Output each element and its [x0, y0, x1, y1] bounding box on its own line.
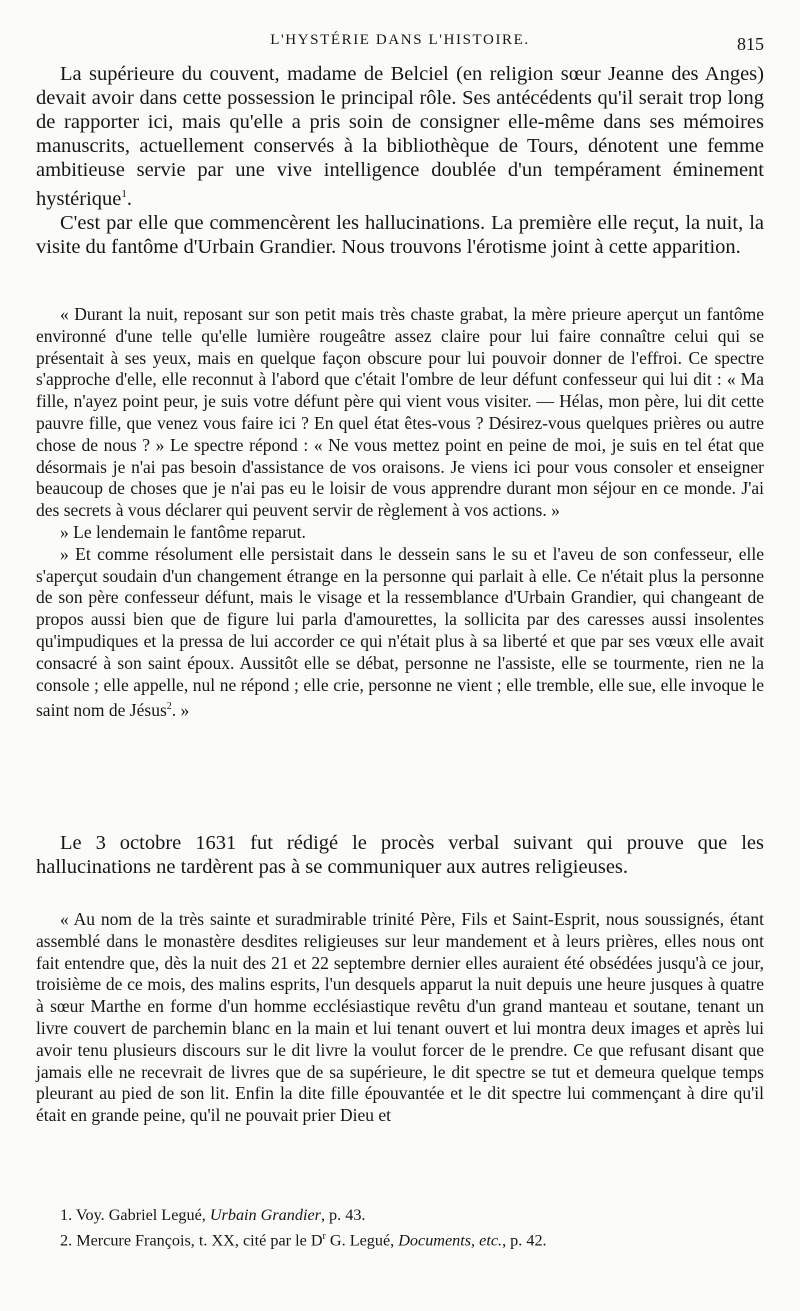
quotation-block-1	[36, 304, 764, 722]
quote-fantome: « Durant la nuit, reposant sur son petit mais très chaste grabat, la mère prieure aperçut un fantôme environné d'une telle qu'elle lumière rougeâtre assez claire pour lui faire connaître celui qui se présentait à ses yeux, mais en quelque façon obscure pour lui pouvoir donner de l'effroi. Ce spectre s'approche d'elle, elle reconnut à l'abord que c'était l'ombre de leur défunt confesseur qui lui dit : « Ma fille, n'ayez point peur, je suis votre défunt père qui vient vous visiter. — Hélas, mon père, lui dit cette pauvre fille, que venez vous faire ici ? En quel état êtes-vous ? Désirez-vous quelques prières ou autre chose de nous ? » Le spectre répond : « Ne vous mettez point en peine de moi, je suis en tel état que désormais je n'ai pas besoin d'assistance de vos oraisons. Je viens ici pour vous consoler et enseigner beaucoup de choses que je n'ai pas eu le loisir de vous apprendre durant mon séjour en ce monde. J'ai des secrets à vous déclarer qui peuvent servir de règlement à vos actions. »	[36, 304, 764, 521]
paragraph-superieure: La supérieure du couvent, madame de Belciel (en religion sœur Jeanne des Anges) devait avoir dans cette possession le principal rôle. Ses antécédents qu'il serait trop long de rapporter ici, mais qu'elle a pris soin de consigner elle-même dans ses mémoires manuscrits, actuellement conservés à la bibliothèque de Tours, dénotent une femme ambitieuse servie par une vive intelligence doublée d'un tempérament éminement hystérique$^1$.	[36, 63, 764, 210]
footnote-2	[60, 1226, 760, 1251]
footnote-title: Urbain Grandier	[209, 1206, 321, 1224]
footnote-text: , p. 43.	[320, 1206, 366, 1224]
footnote-ref-1: 1	[121, 188, 127, 200]
footnotes	[60, 1204, 760, 1251]
footnote-title: Documents, etc.	[398, 1231, 503, 1250]
footnote-text: 2. Mercure François, t. XX, cité par le D	[60, 1231, 323, 1250]
quotation-block-2	[36, 909, 764, 1127]
footnote-superscript: r	[322, 1231, 326, 1242]
footnote-1	[60, 1204, 760, 1226]
quote-changement	[36, 544, 764, 722]
proces-verbal-intro	[36, 831, 764, 879]
quote-end: . »	[171, 700, 190, 721]
running-head	[0, 32, 800, 56]
paragraph-proces-verbal: Le 3 octobre 1631 fut rédigé le procès verbal suivant qui prouve que les hallucinations ne tardèrent pas à se communiquer aux autres religieuses.	[36, 832, 764, 878]
footnote-text: , p. 42.	[502, 1231, 547, 1250]
quote-trinite: « Au nom de la très sainte et suradmirable trinité Père, Fils et Saint-Esprit, nous soussignés, étant assemblé dans le monastère desdites religieuses sur leur mandement et à leurs prières, elles nous ont fait entendre que, dès la nuit des 21 et 22 septembre dernier elles auraient été obsédées jusqu'à ce jour, troisième de ce mois, des malins esprits, l'un desquels apparut la nuit depuis une heure jusques à quatre à sœur Marthe en forme d'un homme ecclésiastique revêtu d'un grand manteau et soutane, tenant un livre couvert de parchemin blanc en la main et lui tenant ouvert et lui montra deux images et après lui avoir tenu plusieurs discours sur le dit livre la voulut forcer de le prendre. Ce que refusant disant que jamais elle ne recevrait de livres que de sa supérieure, le dit spectre se tut et demeura quelque temps pleurant au pied de son lit. Enfin la dite fille épouvantée et le dit spectre lui commençant à dire qu'il était en grande peine, qu'il ne pouvait prier Dieu et	[36, 909, 764, 1126]
footnote-ref-2: 2	[166, 701, 172, 713]
footnote-text: G. Legué,	[325, 1231, 399, 1250]
page-number: 815	[737, 34, 764, 54]
quote-text: » Et comme résolument elle persistait dans le dessein sans le su et l'aveu de son confesseur, elle s'aperçut soudain d'un changement étrange en la personne qui parlait à elle. Ce n'était plus la personne de son père confesseur défunt, mais le visage et la ressemblance d'Urbain Grandier, qui changeant de propos aussi bien que de figure lui parla d'amourettes, la sollicita par des caresses aussi insolentes qu'impudiques et la pressa de lui accorder ce qui n'était plus à sa liberté et que par ses vœux elle avait consacré à son saint époux. Aussitôt elle se débat, personne ne l'assiste, elle se tourmente, rien ne la console ; elle appelle, nul ne répond ; elle crie, personne ne vient ; elle tremble, elle sue, elle invoque le saint nom de Jésus	[36, 543, 764, 721]
quote-lendemain: » Le lendemain le fantôme reparut.	[60, 521, 306, 542]
footnote-text: 1. Voy. Gabriel Legué,	[60, 1206, 210, 1224]
paragraph-text: La supérieure du couvent, madame de Belciel (en religion sœur Jeanne des Anges) devait avoir dans cette possession le principal rôle. Ses antécédents qu'il serait trop long de rapporter ici, mais qu'elle a pris soin de consigner elle-même dans ses mémoires manuscrits, actuellement conservés à la bibliothèque de Tours, dénotent une femme ambitieuse servie par une vive intelligence doublée d'un tempérament éminement hystérique	[36, 63, 764, 210]
paragraph-hallucinations: C'est par elle que commencèrent les hallucinations. La première elle reçut, la nuit, la visite du fantôme d'Urbain Grandier. Nous trouvons l'érotisme joint à cette apparition.	[36, 211, 764, 258]
intro-section	[36, 62, 764, 259]
running-title: L'HYSTÉRIE DANS L'HISTOIRE.	[270, 32, 530, 48]
